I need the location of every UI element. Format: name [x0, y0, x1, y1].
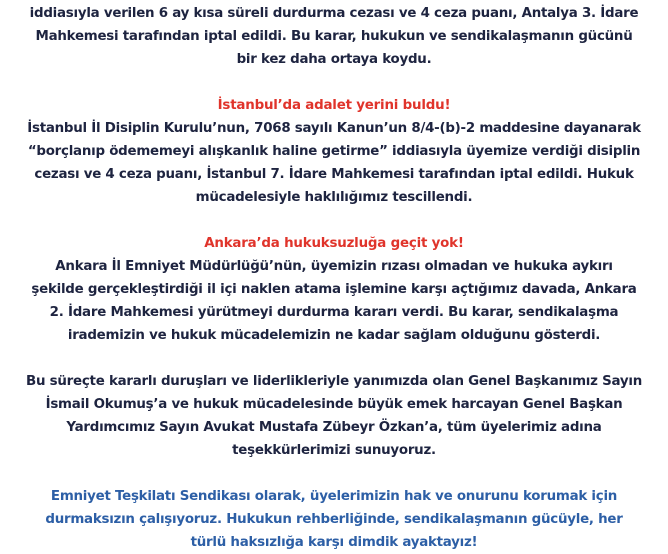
- intro-paragraph: [6, 2, 662, 71]
- closing-line: türlü haksızlığa karşı dimdik ayaktayız!: [190, 535, 478, 550]
- paragraph-gap: [6, 347, 662, 370]
- istanbul-line: İstanbul İl Disiplin Kurulu’nun, 7068 sayılı Kanun’un 8/4-(b)-2 maddesine dayanarak: [27, 121, 641, 136]
- istanbul-paragraph: [6, 117, 662, 209]
- closing-line: durmaksızın çalışıyoruz. Hukukun rehberliğinde, sendikalaşmanın gücüyle, her: [45, 512, 623, 527]
- paragraph-gap: [6, 462, 662, 485]
- closing-line: Emniyet Teşkilatı Sendikası olarak, üyelerimizin hak ve onurunu korumak için: [50, 489, 618, 504]
- intro-line: iddiasıyla verilen 6 ay kısa süreli durdurma cezası ve 4 ceza puanı, Antalya 3. İdare: [29, 6, 639, 21]
- thanks-line: teşekkürlerimizi sunuyoruz.: [232, 443, 436, 458]
- istanbul-line: mücadelesiyle haklılığımız tescillendi.: [195, 190, 473, 205]
- thanks-paragraph: [6, 370, 662, 462]
- istanbul-heading: İstanbul’da adalet yerini buldu!: [217, 98, 451, 113]
- ankara-line: irademizin ve hukuk mücadelemizin ne kadar sağlam olduğunu gösterdi.: [67, 328, 601, 343]
- paragraph-gap: [6, 71, 662, 94]
- ankara-heading: Ankara’da hukuksuzluğa geçit yok!: [204, 236, 464, 251]
- thanks-line: Yardımcımız Sayın Avukat Mustafa Zübeyr Özkan’a, tüm üyelerimiz adına: [66, 420, 602, 435]
- ankara-line: 2. İdare Mahkemesi yürütmeyi durdurma kararı verdi. Bu karar, sendikalaşma: [49, 305, 619, 320]
- istanbul-line: cezası ve 4 ceza puanı, İstanbul 7. İdare Mahkemesi tarafından iptal edildi. Hukuk: [34, 167, 634, 182]
- intro-line: Mahkemesi tarafından iptal edildi. Bu karar, hukukun ve sendikalaşmanın gücünü: [35, 29, 633, 44]
- paragraph-gap: [6, 209, 662, 232]
- istanbul-line: “borçlanıp ödememeyi alışkanlık haline getirme” iddiasıyla üyemize verdiği disiplin: [27, 144, 641, 159]
- ankara-line: Ankara İl Emniyet Müdürlüğü’nün, üyemizin rızası olmadan ve hukuka aykırı: [55, 259, 613, 274]
- ankara-paragraph: [6, 255, 662, 347]
- ankara-line: şekilde gerçekleştirdiği il içi naklen atama işlemine karşı açtığımız davada, Ankara: [31, 282, 637, 297]
- thanks-line: İsmail Okumuş’a ve hukuk mücadelesinde büyük emek harcayan Genel Başkan: [45, 397, 623, 412]
- thanks-line: Bu süreçte kararlı duruşları ve liderlikleriyle yanımızda olan Genel Başkanımız Sayın: [26, 374, 642, 389]
- intro-line: bir kez daha ortaya koydu.: [236, 52, 432, 67]
